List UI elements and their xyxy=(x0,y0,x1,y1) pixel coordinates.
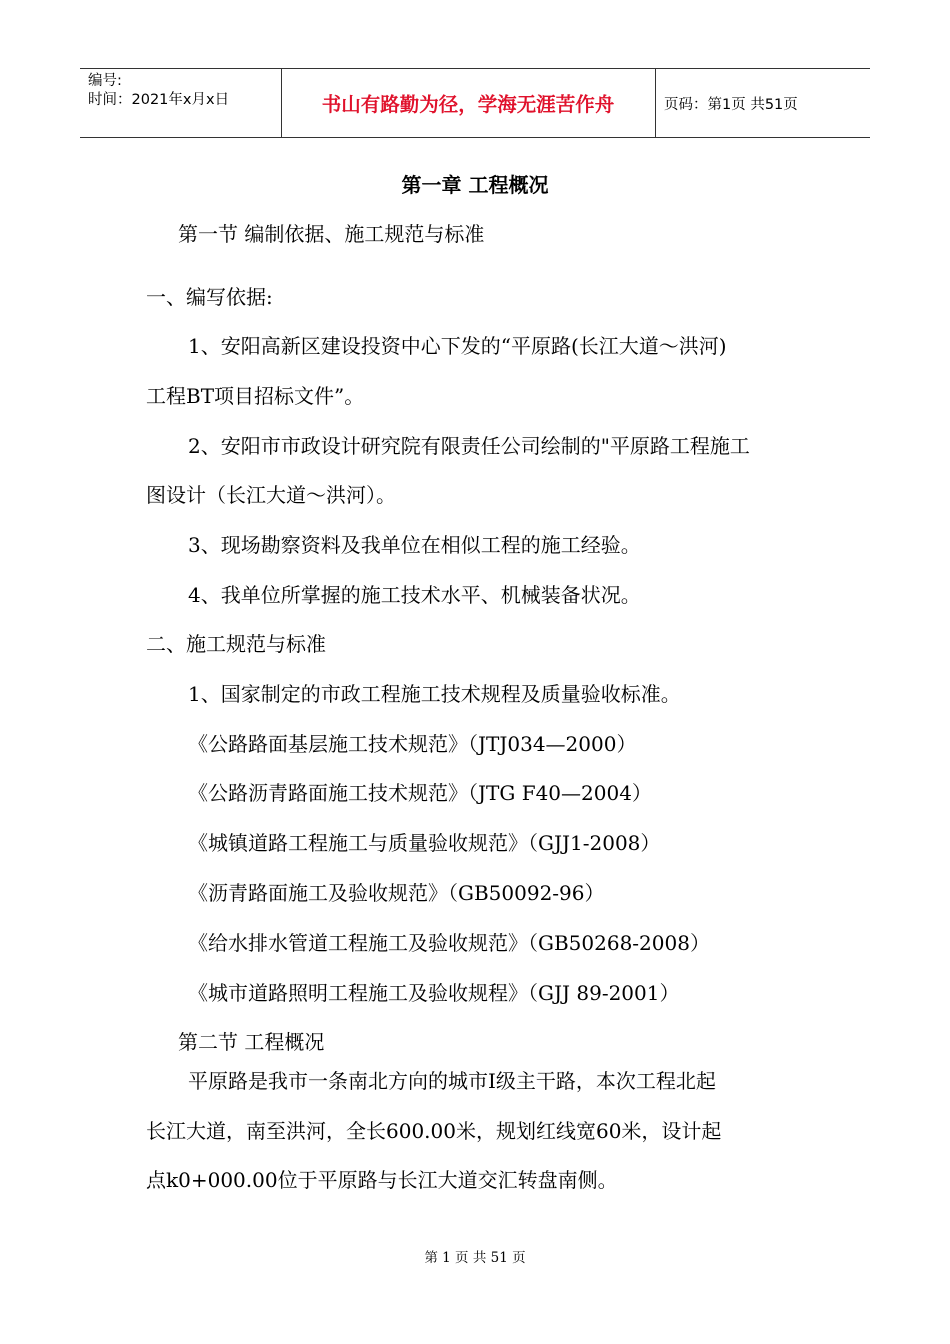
paragraph-line: 2、安阳市市政设计研究院有限责任公司绘制的"平原路工程施工 xyxy=(188,434,750,458)
header-motto: 书山有路勤为径，学海无涯苦作舟 xyxy=(321,93,615,116)
date-label: 时间：2021年x月x日 xyxy=(88,92,230,108)
standard-item: 《沥青路面施工及验收规范》（GB50092-96） xyxy=(188,881,605,905)
paragraph-line: 1、国家制定的市政工程施工技术规程及质量验收标准。 xyxy=(188,682,681,706)
subheading: 一、编写依据: xyxy=(146,285,273,309)
header-left-cell xyxy=(88,72,278,110)
paragraph-line: 平原路是我市一条南北方向的城市Ⅰ级主干路，本次工程北起 xyxy=(188,1069,716,1093)
number-label: 编号: xyxy=(88,73,122,89)
paragraph-line: 长江大道，南至洪河，全长600.00米，规划红线宽60米，设计起 xyxy=(146,1119,722,1143)
section-heading: 第一节 编制依据、施工规范与标准 xyxy=(178,222,485,246)
standard-item: 《城镇道路工程施工与质量验收规范》（GJJ1-2008） xyxy=(188,831,661,855)
header-table xyxy=(80,68,870,138)
paragraph-line: 3、现场勘察资料及我单位在相似工程的施工经验。 xyxy=(188,533,641,557)
standard-item: 《城市道路照明工程施工及验收规程》（GJJ 89-2001） xyxy=(188,981,680,1005)
standard-item: 《公路沥青路面施工技术规范》（JTG F40—2004） xyxy=(188,781,652,805)
header-page-info: 页码：第1页 共51页 xyxy=(664,96,798,113)
paragraph-line: 点k0+000.00位于平原路与长江大道交汇转盘南侧。 xyxy=(146,1168,618,1192)
chapter-title: 第一章 工程概况 xyxy=(401,173,549,197)
standard-item: 《给水排水管道工程施工及验收规范》（GB50268-2008） xyxy=(188,931,710,955)
header-divider xyxy=(655,69,656,137)
paragraph-line: 工程BT项目招标文件”。 xyxy=(146,384,365,408)
paragraph-line: 4、我单位所掌握的施工技术水平、机械装备状况。 xyxy=(188,583,641,607)
section-heading: 第二节 工程概况 xyxy=(178,1030,325,1054)
paragraph-line: 图设计（长江大道～洪河）。 xyxy=(146,483,396,507)
paragraph-line: 1、安阳高新区建设投资中心下发的“平原路(长江大道～洪河) xyxy=(188,334,727,358)
standard-item: 《公路路面基层施工技术规范》（JTJ034—2000） xyxy=(188,732,637,756)
subheading: 二、施工规范与标准 xyxy=(146,632,326,656)
page-footer: 第 1 页 共 51 页 xyxy=(424,1250,526,1266)
